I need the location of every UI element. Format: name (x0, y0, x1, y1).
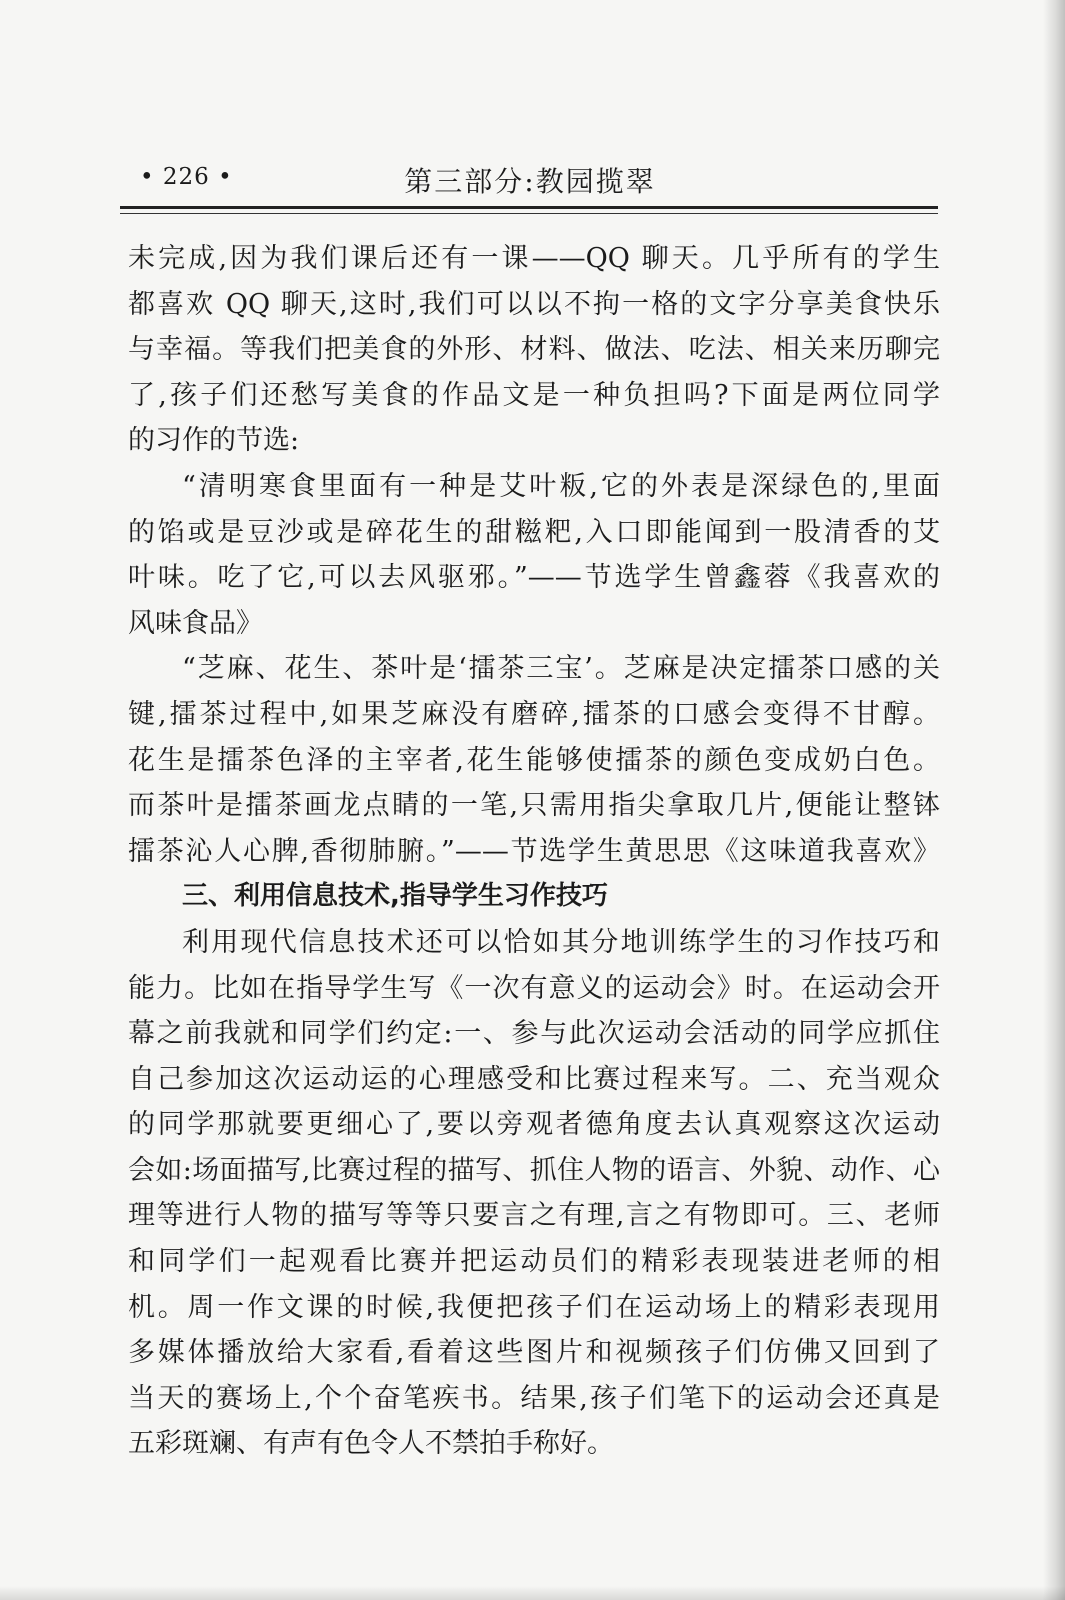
quote-line: 的馅或是豆沙或是碎花生的甜糍粑,入口即能闻到一股清香的艾 (128, 516, 940, 548)
quote-line: 而茶叶是擂茶画龙点睛的一笔,只需用指尖拿取几片,便能让整钵 (128, 790, 940, 822)
text-line: 都喜欢 QQ 聊天,这时,我们可以以不拘一格的文字分享美食快乐 (128, 288, 940, 320)
quote-line: 擂茶沁人心脾,香彻肺腑。”——节选学生黄思思《这味道我喜欢》 (128, 835, 940, 867)
text-line: 能力。比如在指导学生写《一次有意义的运动会》时。在运动会开 (128, 972, 940, 1004)
text-line: 的习作的节选: (128, 425, 300, 457)
page-bottom-edge (0, 1586, 1065, 1600)
section-heading: 三、利用信息技术,指导学生习作技巧 (182, 881, 608, 912)
quote-line: 风味食品》 (128, 607, 263, 639)
text-line: 机。周一作文课的时候,我便把孩子们在运动场上的精彩表现用 (128, 1291, 940, 1323)
text-line: 当天的赛场上,个个奋笔疾书。结果,孩子们笔下的运动会还真是 (128, 1382, 940, 1414)
text-line: 和同学们一起观看比赛并把运动员们的精彩表现装进老师的相 (128, 1246, 940, 1278)
text-line: 五彩斑斓、有声有色令人不禁拍手称好。 (128, 1428, 614, 1460)
text-line: 多媒体播放给大家看,看着这些图片和视频孩子们仿佛又回到了 (128, 1337, 940, 1369)
text-line: 了,孩子们还愁写美食的作品文是一种负担吗?下面是两位同学 (128, 379, 940, 411)
page-edge-shadow (1043, 0, 1065, 1600)
header-rule-thick (120, 206, 938, 209)
running-header (120, 158, 940, 202)
quote-line: 叶味。吃了它,可以去风驱邪。”——节选学生曾鑫蓉《我喜欢的 (128, 562, 940, 594)
text-line: 未完成,因为我们课后还有一课——QQ 聊天。几乎所有的学生 (128, 243, 940, 274)
page-number: • 226 • (140, 164, 233, 190)
quote-line: 花生是擂茶色泽的主宰者,花生能够使擂茶的颜色变成奶白色。 (128, 744, 940, 776)
quote-line: “芝麻、花生、茶叶是‘擂茶三宝’。芝麻是决定擂茶口感的关 (182, 653, 940, 685)
text-line: 幕之前我就和同学们约定:一、参与此次运动会活动的同学应抓住 (128, 1018, 940, 1050)
text-line: 利用现代信息技术还可以恰如其分地训练学生的习作技巧和 (182, 926, 940, 958)
body-text (128, 236, 940, 1467)
header-rule-thin (120, 213, 938, 214)
text-line: 与幸福。等我们把美食的外形、材料、做法、吃法、相关来历聊完 (128, 334, 940, 366)
text-line: 理等进行人物的描写等等只要言之有理,言之有物即可。三、老师 (128, 1200, 940, 1232)
text-line: 自己参加这次运动运的心理感受和比赛过程来写。二、充当观众 (128, 1063, 940, 1095)
quote-line: “清明寒食里面有一种是艾叶粄,它的外表是深绿色的,里面 (182, 470, 940, 502)
text-line: 的同学那就要更细心了,要以旁观者德角度去认真观察这次运动 (128, 1109, 940, 1141)
section-title: 第三部分:教园揽翠 (404, 165, 656, 198)
text-line: 会如:场面描写,比赛过程的描写、抓住人物的语言、外貌、动作、心 (128, 1154, 940, 1186)
quote-line: 键,擂茶过程中,如果芝麻没有磨碎,擂茶的口感会变得不甘醇。 (128, 698, 940, 730)
